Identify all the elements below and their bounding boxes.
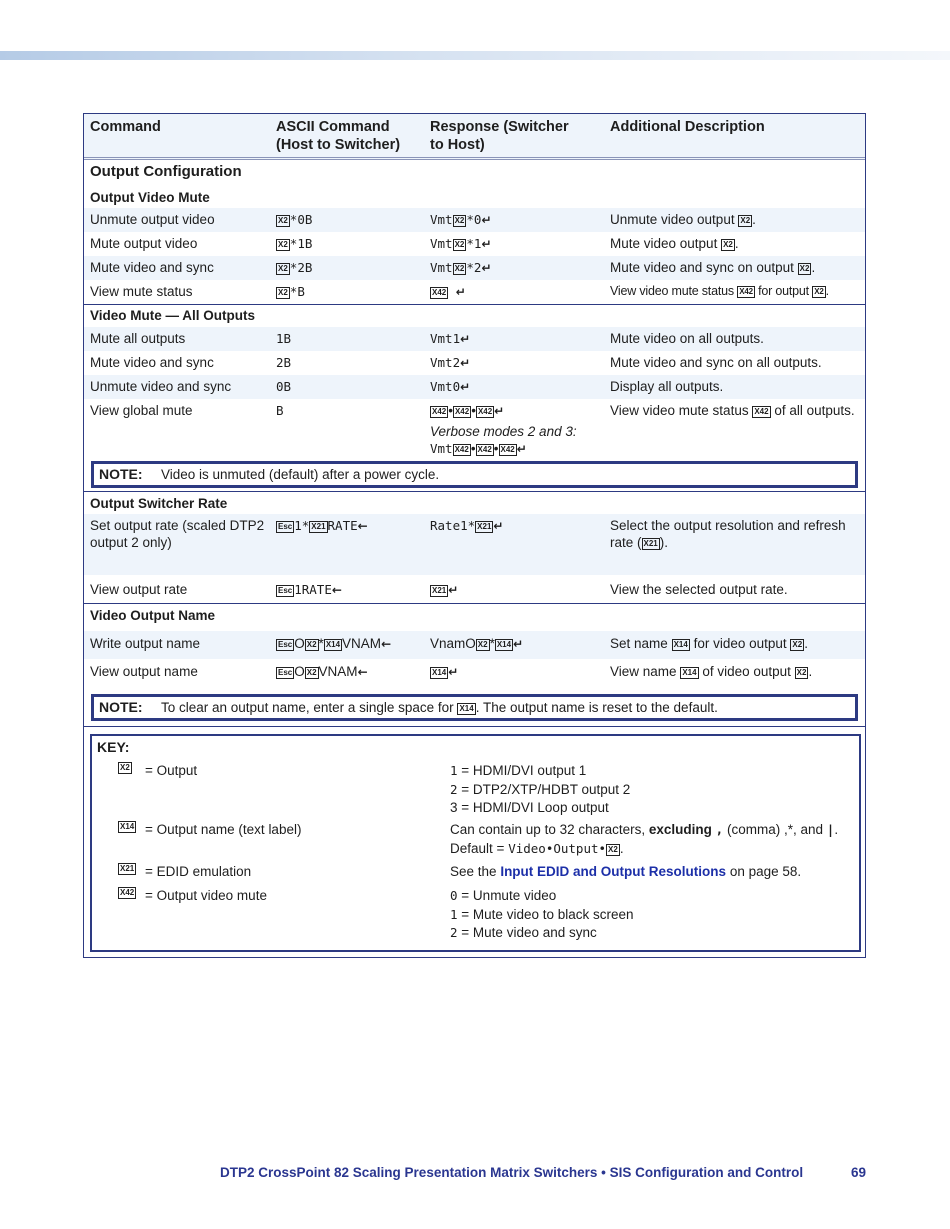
description-cell: View the selected output rate. bbox=[610, 582, 788, 597]
x2-token: X2 bbox=[454, 240, 465, 249]
response-cell: Vmt X2 *1↵ bbox=[430, 236, 492, 251]
description-cell: Display all outputs. bbox=[610, 379, 724, 394]
x42-token: X42 bbox=[754, 407, 769, 416]
x14-token: X14 bbox=[325, 640, 341, 649]
table-row bbox=[84, 575, 865, 603]
return-icon: ↵ bbox=[481, 261, 492, 275]
return-icon: ↵ bbox=[460, 332, 471, 346]
section-title-output-configuration: Output Configuration bbox=[90, 163, 242, 180]
x42-token: X42 bbox=[120, 888, 135, 897]
response-cell: Vmt1↵ bbox=[430, 331, 471, 346]
table-row bbox=[84, 375, 865, 399]
ascii-cell: Esc 1RATE← bbox=[278, 582, 342, 597]
key-values: Can contain up to 32 characters, excluding , (comma) ,*, and |. Default = Video•Output• X2 . bbox=[450, 822, 839, 856]
x2-token: X2 bbox=[278, 240, 288, 249]
x21-token: X21 bbox=[477, 522, 492, 531]
response-cell: VnamO X2 * X14 ↵ bbox=[430, 636, 524, 651]
esc-token: Esc bbox=[278, 522, 293, 531]
x14-token: X14 bbox=[496, 640, 512, 649]
description-cell: View video mute status X42 of all outputs. bbox=[610, 403, 855, 418]
description-cell: Mute video on all outputs. bbox=[610, 331, 764, 346]
description-cell: Select the output resolution and refresh rate ( X21 ). bbox=[610, 518, 846, 550]
x42-token: X42 bbox=[454, 407, 470, 416]
table-row bbox=[84, 631, 865, 659]
table-row bbox=[84, 659, 865, 689]
table-row bbox=[84, 514, 865, 575]
command-cell: View global mute bbox=[90, 403, 193, 418]
command-cell: Unmute video and sync bbox=[90, 379, 232, 394]
note-text: To clear an output name, enter a single space for X14 . The output name is reset to the default. bbox=[161, 700, 718, 715]
table-row bbox=[84, 280, 865, 304]
return-icon: ↵ bbox=[516, 442, 527, 456]
description-cell: Mute video and sync on output X2 . bbox=[610, 260, 816, 275]
return-icon: ↵ bbox=[513, 637, 524, 651]
key-values: 0 = Unmute video 1 = Mute video to black screen 2 = Mute video and sync bbox=[450, 888, 634, 940]
response-cell bbox=[430, 283, 606, 301]
table-header bbox=[84, 114, 865, 160]
description-cell: View video mute status X42 for output X2 . bbox=[610, 284, 829, 298]
esc-token: Esc bbox=[278, 586, 293, 595]
response-cell: Rate1* X21 ↵ bbox=[430, 518, 504, 533]
return-icon: ↵ bbox=[455, 285, 466, 299]
response-cell: Vmt0↵ bbox=[430, 379, 471, 394]
x42-token: X42 bbox=[477, 445, 492, 454]
x14-token: X14 bbox=[432, 668, 447, 677]
response-cell: Vmt X2 *2↵ bbox=[430, 260, 492, 275]
command-cell: View mute status bbox=[90, 284, 193, 299]
x42-token: X42 bbox=[432, 407, 447, 416]
command-cell: Mute video and sync bbox=[90, 355, 214, 370]
subsection-all-outputs: Video Mute — All Outputs bbox=[90, 308, 255, 323]
top-gradient-bar bbox=[0, 51, 950, 60]
subsection-output-switcher-rate: Output Switcher Rate bbox=[90, 496, 228, 511]
x2-token: X2 bbox=[306, 640, 317, 649]
table-row bbox=[84, 351, 865, 375]
x21-token: X21 bbox=[432, 586, 447, 595]
esc-token: Esc bbox=[278, 640, 293, 649]
x2-token: X2 bbox=[792, 640, 803, 649]
x21-token: X21 bbox=[120, 864, 135, 873]
subsection-video-output-name: Video Output Name bbox=[90, 608, 216, 623]
esc-token: Esc bbox=[278, 668, 293, 677]
x14-token: X14 bbox=[459, 704, 474, 713]
return-icon: ↵ bbox=[448, 583, 459, 597]
command-cell: Mute output video bbox=[90, 236, 198, 251]
x42-token: X42 bbox=[739, 287, 753, 296]
table-row bbox=[84, 232, 865, 256]
x2-token: X2 bbox=[740, 216, 751, 225]
ascii-cell: Esc O X2 * X14 VNAM← bbox=[278, 636, 392, 651]
header-response: Response (Switcher to Host) bbox=[430, 119, 569, 153]
x2-token: X2 bbox=[477, 640, 488, 649]
x2-token: X2 bbox=[814, 287, 824, 296]
return-icon: ↵ bbox=[481, 237, 492, 251]
ascii-cell: B bbox=[276, 403, 284, 418]
x14-token: X14 bbox=[682, 668, 697, 677]
table-row bbox=[84, 208, 865, 232]
note-label: NOTE: bbox=[99, 699, 143, 715]
ascii-cell: Esc 1* X21 RATE← bbox=[278, 518, 368, 533]
edid-link[interactable]: Input EDID and Output Resolutions bbox=[500, 864, 727, 879]
description-cell: Mute video output X2 . bbox=[610, 236, 739, 251]
verbose-label: Verbose modes 2 and 3: bbox=[430, 424, 577, 439]
command-cell: Unmute output video bbox=[90, 212, 215, 227]
table-row bbox=[84, 399, 865, 459]
note-text: Video is unmuted (default) after a power cycle. bbox=[161, 467, 440, 482]
key-box: KEY: X2 = Output 1 = HDMI/DVI output 1 2 = DTP2/XTP/HDBT output 2 3 = HDMI/DVI Loop output X14 = Output name (text label) Can contain up to 32 characters, excluding , (comma) ,*, and |. Default = Video•Output• X2 . X21 = EDID emulation See the Input EDID and Output Resolutions on page 58. X42 = Output video mute 0 = Unmute video 1 = Mute video to black screen 2 = Mute video and sync bbox=[90, 734, 861, 952]
x2-token: X2 bbox=[723, 240, 733, 249]
response-cell: Vmt2↵ bbox=[430, 355, 471, 370]
page-number: 69 bbox=[851, 1165, 867, 1180]
x2-token: X2 bbox=[278, 264, 288, 273]
note-box bbox=[91, 461, 858, 488]
ascii-cell: X2 *1B bbox=[278, 236, 313, 251]
divider bbox=[84, 491, 865, 492]
return-icon: ↵ bbox=[481, 213, 492, 227]
x2-token: X2 bbox=[120, 763, 130, 772]
command-cell: Set output rate (scaled DTP2 output 2 only) bbox=[90, 518, 265, 550]
x14-token: X14 bbox=[120, 822, 135, 831]
description-cell: Unmute video output X2 . bbox=[610, 212, 756, 227]
divider bbox=[84, 726, 865, 727]
ascii-cell: 1B bbox=[276, 331, 292, 346]
sis-command-table bbox=[83, 113, 866, 958]
key-values: See the Input EDID and Output Resolutions on page 58. bbox=[450, 864, 802, 879]
command-cell: Write output name bbox=[90, 636, 201, 651]
left-arrow-icon: ← bbox=[331, 583, 342, 597]
footer-title: DTP2 CrossPoint 82 Scaling Presentation Matrix Switchers • SIS Configuration and Control bbox=[220, 1165, 804, 1180]
return-icon: ↵ bbox=[493, 519, 504, 533]
x2-token: X2 bbox=[608, 844, 618, 854]
note-box bbox=[91, 694, 858, 721]
left-arrow-icon: ← bbox=[357, 519, 368, 533]
table-row bbox=[84, 327, 865, 351]
header-command: Command bbox=[90, 119, 161, 135]
command-cell: Mute all outputs bbox=[90, 331, 186, 346]
x42-token: X42 bbox=[500, 445, 515, 454]
return-icon: ↵ bbox=[494, 404, 505, 418]
x2-token: X2 bbox=[278, 216, 288, 225]
ascii-cell: X2 *2B bbox=[278, 260, 313, 275]
left-arrow-icon: ← bbox=[357, 665, 368, 679]
ascii-cell: 2B bbox=[276, 355, 292, 370]
description-cell: Mute video and sync on all outputs. bbox=[610, 355, 822, 370]
x2-token: X2 bbox=[799, 264, 810, 273]
description-cell: View name X14 of video output X2 . bbox=[610, 664, 813, 679]
response-cell bbox=[430, 663, 606, 681]
key-title: KEY: bbox=[97, 739, 130, 755]
subsection-output-video-mute: Output Video Mute bbox=[90, 190, 210, 205]
return-icon: ↵ bbox=[460, 380, 471, 394]
command-cell: View output rate bbox=[90, 582, 188, 597]
x14-token: X14 bbox=[673, 640, 688, 649]
description-cell: Set name X14 for video output X2 . bbox=[610, 636, 808, 651]
table-row bbox=[84, 256, 865, 280]
x42-token: X42 bbox=[454, 445, 469, 454]
x21-token: X21 bbox=[643, 539, 658, 548]
left-arrow-icon: ← bbox=[381, 637, 392, 651]
x2-token: X2 bbox=[454, 216, 465, 225]
divider bbox=[84, 603, 865, 604]
ascii-cell: X2 *0B bbox=[278, 212, 313, 227]
response-cell: Vmt X2 *0↵ bbox=[430, 212, 492, 227]
x42-token: X42 bbox=[432, 288, 447, 297]
ascii-cell: Esc O X2 VNAM← bbox=[278, 664, 368, 679]
response-cell: X42 • X42 • X42 ↵ Verbose modes 2 and 3: Vmt X42 • X42 • X42 ↵ bbox=[430, 402, 606, 458]
x42-token: X42 bbox=[477, 407, 493, 416]
ascii-cell: 0B bbox=[276, 379, 292, 394]
command-cell: View output name bbox=[90, 664, 198, 679]
return-icon: ↵ bbox=[460, 356, 471, 370]
command-cell: Mute video and sync bbox=[90, 260, 214, 275]
x2-token: X2 bbox=[796, 668, 807, 677]
response-cell bbox=[430, 581, 606, 599]
x21-token: X21 bbox=[311, 522, 326, 531]
x2-token: X2 bbox=[454, 264, 465, 273]
header-description: Additional Description bbox=[610, 119, 765, 135]
divider bbox=[84, 304, 865, 305]
key-values: 1 = HDMI/DVI output 1 2 = DTP2/XTP/HDBT output 2 3 = HDMI/DVI Loop output bbox=[450, 763, 631, 815]
x2-token: X2 bbox=[278, 288, 288, 297]
header-ascii: ASCII Command (Host to Switcher) bbox=[276, 119, 401, 153]
return-icon: ↵ bbox=[448, 665, 459, 679]
x2-token: X2 bbox=[306, 668, 317, 677]
note-label: NOTE: bbox=[99, 466, 143, 482]
ascii-cell: X2 *B bbox=[278, 284, 305, 299]
